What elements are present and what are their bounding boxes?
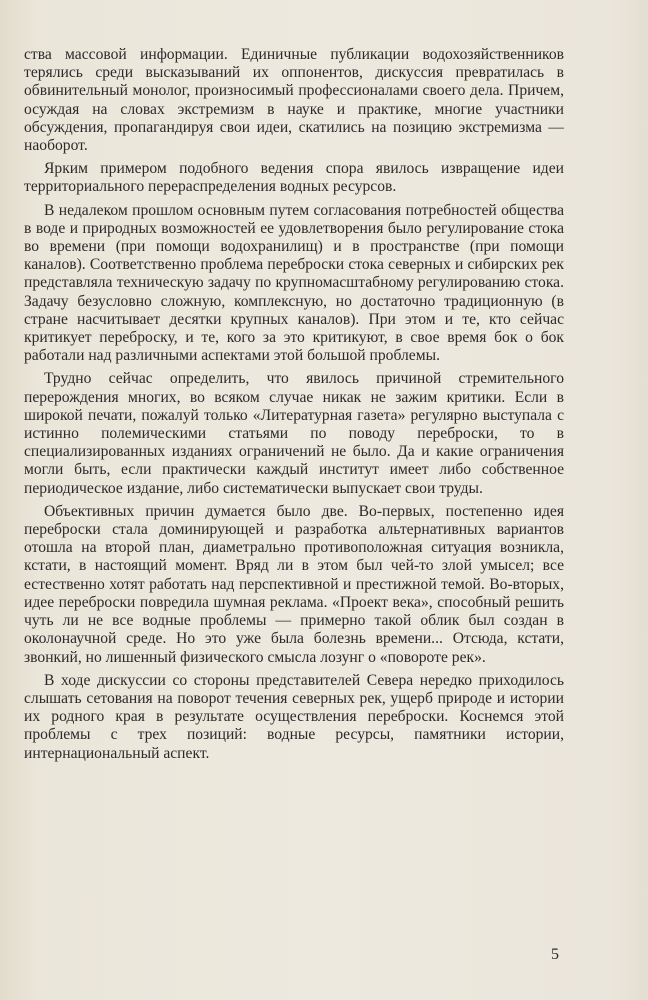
paragraph-5: Объективных причин думается было две. Во-первых, постепенно идея переброски стала доминирующей и разработка альтернативных вариантов отошла на второй план, диаметрально противоположная ситуация возникла, кстати, в настоящий момент. Вряд ли в этом был чей-то злой умысел; все естественно хотят работать над перспективной и престижной темой. Во-вторых, идее переброски повредила шумная реклама. «Проект века», способный решить чуть ли не все водные проблемы — примерно такой облик был создан в околонаучной среде. Но это уже была болезнь времени... Отсюда, кстати, звонкий, но лишенный физического смысла лозунг о «повороте рек».	[24, 502, 564, 666]
paragraph-4: Трудно сейчас определить, что явилось причиной стремительного перерождения многих, во всяком случае никак не зажим критики. Если в широкой печати, пожалуй только «Литературная газета» регулярно выступала с истинно полемическими статьями по поводу переброски, то в специализированных изданиях ограничений не было. Да и какие ограничения могли быть, если практически каждый институт имеет либо собственное периодическое издание, либо систематически выпускает свои труды.	[24, 370, 564, 497]
body-text	[24, 46, 564, 768]
paragraph-6: В ходе дискуссии со стороны представителей Севера нередко приходилось слышать сетования на поворот течения северных рек, ущерб природе и истории их родного края в результате осуществления переброски. Коснемся этой проблемы с трех позиций: водные ресурсы, памятники истории, интернациональный аспект.	[24, 671, 564, 762]
paragraph-3: В недалеком прошлом основным путем согласования потребностей общества в воде и природных возможностей ее удовлетворения было регулирование стока во времени (при помощи водохранилищ) и в пространстве (при помощи каналов). Соответственно проблема переброски стока северных и сибирских рек представляла техническую задачу по крупномасштабному регулированию стока. Задачу безусловно сложную, комплексную, но достаточно традиционную (в стране насчитывает десятки крупных каналов). При этом и те, кто сейчас критикует переброску, и те, кого за это критикуют, в свое время бок о бок работали над различными аспектами этой большой проблемы.	[24, 201, 564, 365]
paragraph-2: Ярким примером подобного ведения спора явилось извращение идеи территориального перераспределения водных ресурсов.	[24, 160, 564, 196]
page-number: 5	[551, 946, 559, 963]
paragraph-1: ства массовой информации. Единичные публикации водохозяйственников терялись среди высказываний их оппонентов, дискуссия превратилась в обвинительный монолог, произносимый профессионалами своего дела. Причем, осуждая на словах экстремизм в науке и практике, многие участники обсуждения, пропагандируя свои идеи, скатились на позицию экстремизма — наоборот.	[24, 46, 564, 155]
